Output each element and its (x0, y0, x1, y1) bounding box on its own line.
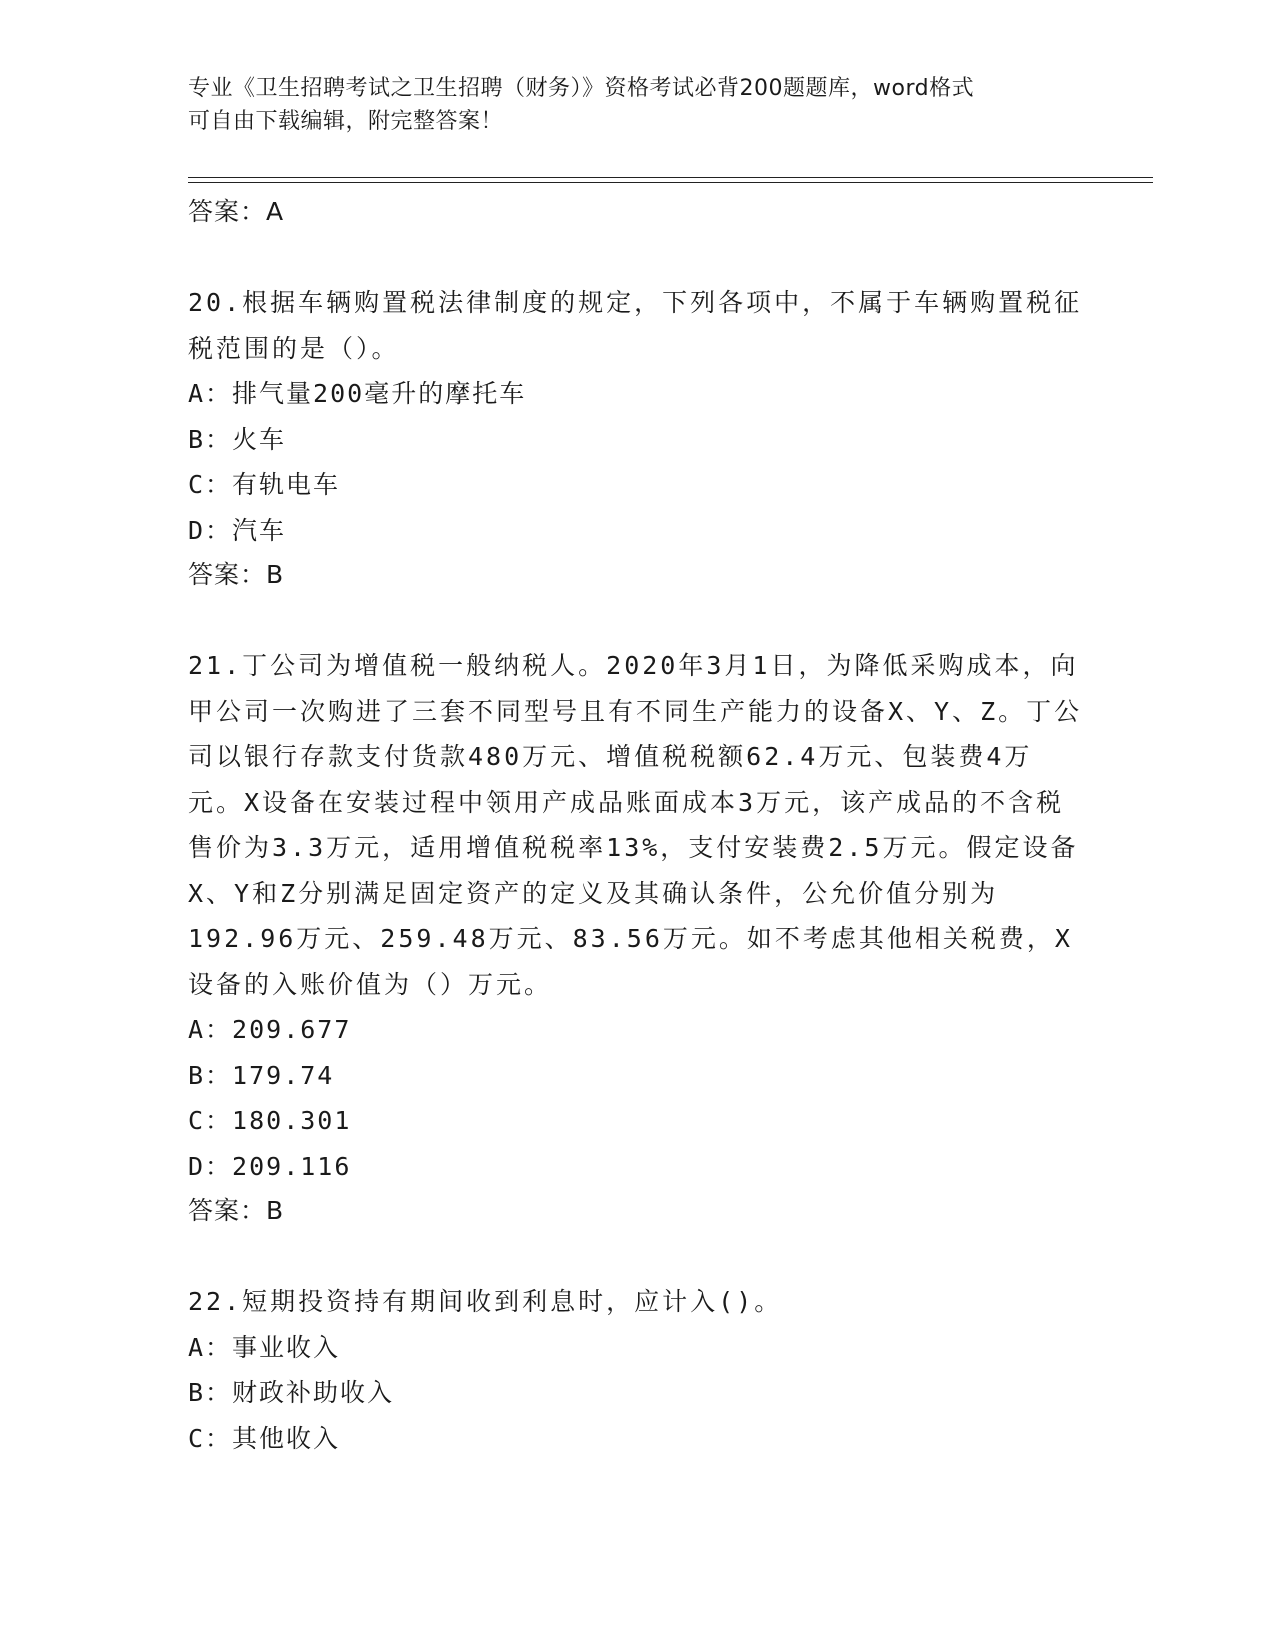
option-a: A：排气量200毫升的摩托车 (188, 379, 527, 408)
document-header (188, 72, 1068, 138)
question-22 (188, 1279, 1088, 1461)
option-b: B：179.74 (188, 1060, 335, 1090)
option-b: B：火车 (188, 424, 287, 454)
option-c: C：180.301 (188, 1106, 352, 1135)
option-a: A：事业收入 (188, 1332, 341, 1362)
question-21 (188, 643, 1088, 1233)
question-answer: 答案：B (188, 1196, 285, 1225)
previous-answer: 答案：A (188, 197, 285, 226)
question-stem: 21.丁公司为增值税一般纳税人。2020年3月1日，为降低采购成本，向甲公司一次购进了三套不同型号且有不同生产能力的设备X、Y、Z。丁公司以银行存款支付货款480万元、增值税税额62.4万元、包装费4万元。X设备在安装过程中领用产成品账面成本3万元，该产成品的不含税售价为3.3万元，适用增值税税率13%，支付安装费2.5万元。假定设备X、Y和Z分别满足固定资产的定义及其确认条件，公允价值分别为192.96万元、259.48万元、83.56万元。如不考虑其他相关税费，X设备的入账价值为（）万元。 (188, 651, 1083, 999)
header-line-2: 可自由下载编辑，附完整答案！ (188, 109, 504, 134)
question-20 (188, 280, 1088, 597)
header-line-1: 专业《卫生招聘考试之卫生招聘（财务）》资格考试必背200题题库，word格式 (188, 76, 975, 101)
question-answer: 答案：B (188, 560, 285, 589)
header-rule-bottom (188, 182, 1153, 183)
option-c: C：其他收入 (188, 1423, 341, 1453)
option-a: A：209.677 (188, 1015, 352, 1044)
question-stem: 20.根据车辆购置税法律制度的规定，下列各项中，不属于车辆购置税征税范围的是（）。 (188, 288, 1083, 363)
header-rule-top (188, 177, 1153, 178)
option-d: D：209.116 (188, 1151, 352, 1181)
question-stem: 22.短期投资持有期间收到利息时，应计入()。 (188, 1287, 783, 1316)
option-d: D：汽车 (188, 515, 287, 545)
option-b: B：财政补助收入 (188, 1378, 395, 1407)
option-c: C：有轨电车 (188, 470, 341, 499)
question-list (188, 190, 1088, 1461)
